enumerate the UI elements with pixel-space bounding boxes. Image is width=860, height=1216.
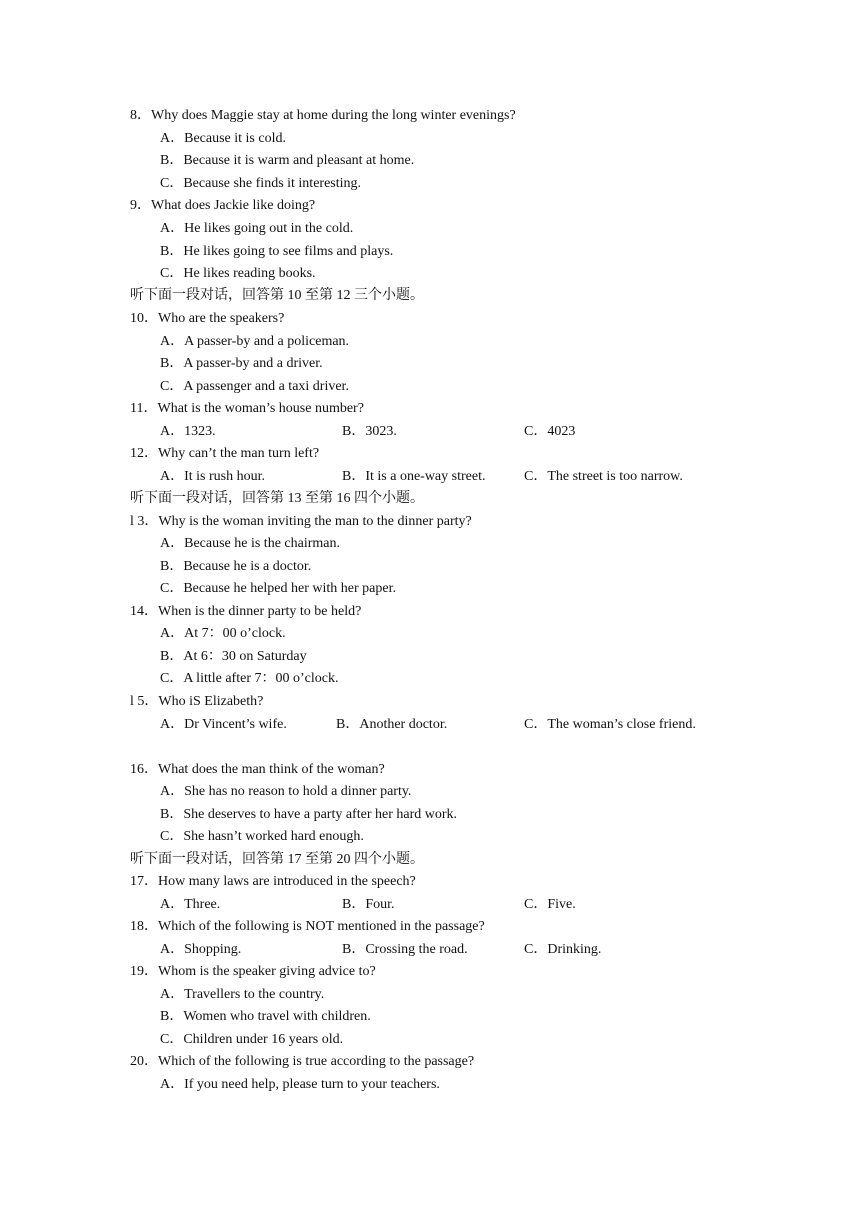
question-9-option-b: B．He likes going to see films and plays. [160, 244, 394, 259]
question-8-option-a: A．Because it is cold. [160, 131, 286, 146]
question-11-option-b: B．3023. [342, 424, 397, 439]
question-15-option-a: A．Dr Vincent’s wife. [160, 717, 287, 732]
question-14-option-a: A．At 7：00 o’clock. [160, 626, 286, 641]
question-11-option-c: C．4023 [524, 424, 576, 439]
question-8-stem: 8．Why does Maggie stay at home during the long winter evenings? [130, 108, 516, 123]
question-8-option-b: B．Because it is warm and pleasant at home. [160, 153, 415, 168]
question-15-option-c: C．The woman’s close friend. [524, 717, 696, 732]
question-16-option-c: C．She hasn’t worked hard enough. [160, 829, 364, 844]
question-8-option-c: C．Because she finds it interesting. [160, 176, 362, 191]
question-10-option-b: B．A passer-by and a driver. [160, 356, 323, 371]
question-14-stem: 14．When is the dinner party to be held? [130, 604, 362, 619]
question-15-stem: l 5．Who iS Elizabeth? [130, 694, 264, 709]
question-17-option-c: C．Five. [524, 897, 576, 912]
question-11-stem: 11．What is the woman’s house number? [130, 401, 364, 416]
question-18-stem: 18．Which of the following is NOT mentioned in the passage? [130, 919, 485, 934]
question-18-option-a: A．Shopping. [160, 942, 242, 957]
question-12-stem: 12．Why can’t the man turn left? [130, 446, 320, 461]
question-17-option-a: A．Three. [160, 897, 221, 912]
question-10-option-c: C．A passenger and a taxi driver. [160, 379, 349, 394]
question-9-option-c: C．He likes reading books. [160, 266, 316, 281]
question-19-option-b: B．Women who travel with children. [160, 1009, 371, 1024]
question-19-option-c: C．Children under 16 years old. [160, 1032, 344, 1047]
section-instruction-10-12: 听下面一段对话，回答第 10 至第 12 三个小题。 [130, 288, 424, 303]
question-9-option-a: A．He likes going out in the cold. [160, 221, 354, 236]
question-20-stem: 20．Which of the following is true according to the passage? [130, 1054, 475, 1069]
question-12-option-c: C．The street is too narrow. [524, 469, 683, 484]
question-19-stem: 19．Whom is the speaker giving advice to? [130, 964, 376, 979]
section-instruction-17-20: 听下面一段对话，回答第 17 至第 20 四个小题。 [130, 852, 424, 867]
question-11-option-a: A．1323. [160, 424, 216, 439]
question-16-option-a: A．She has no reason to hold a dinner party. [160, 784, 412, 799]
question-14-option-c: C．A little after 7：00 o’clock. [160, 671, 339, 686]
question-9-stem: 9．What does Jackie like doing? [130, 198, 316, 213]
question-17-option-b: B．Four. [342, 897, 395, 912]
question-14-option-b: B．At 6：30 on Saturday [160, 649, 307, 664]
question-10-stem: 10．Who are the speakers? [130, 311, 285, 326]
question-13-option-c: C．Because he helped her with her paper. [160, 581, 396, 596]
question-13-stem: l 3．Why is the woman inviting the man to the dinner party? [130, 514, 472, 529]
question-12-option-a: A．It is rush hour. [160, 469, 265, 484]
question-20-option-a: A．If you need help, please turn to your teachers. [160, 1077, 440, 1092]
question-16-stem: 16．What does the man think of the woman? [130, 762, 385, 777]
question-10-option-a: A．A passer-by and a policeman. [160, 334, 350, 349]
section-instruction-13-16: 听下面一段对话，回答第 13 至第 16 四个小题。 [130, 491, 424, 506]
question-13-option-b: B．Because he is a doctor. [160, 559, 312, 574]
question-18-option-c: C．Drinking. [524, 942, 602, 957]
question-12-option-b: B．It is a one-way street. [342, 469, 486, 484]
question-19-option-a: A．Travellers to the country. [160, 987, 325, 1002]
question-16-option-b: B．She deserves to have a party after her hard work. [160, 807, 458, 822]
question-17-stem: 17．How many laws are introduced in the speech? [130, 874, 416, 889]
question-13-option-a: A．Because he is the chairman. [160, 536, 340, 551]
question-18-option-b: B．Crossing the road. [342, 942, 468, 957]
question-15-option-b: B．Another doctor. [336, 717, 448, 732]
